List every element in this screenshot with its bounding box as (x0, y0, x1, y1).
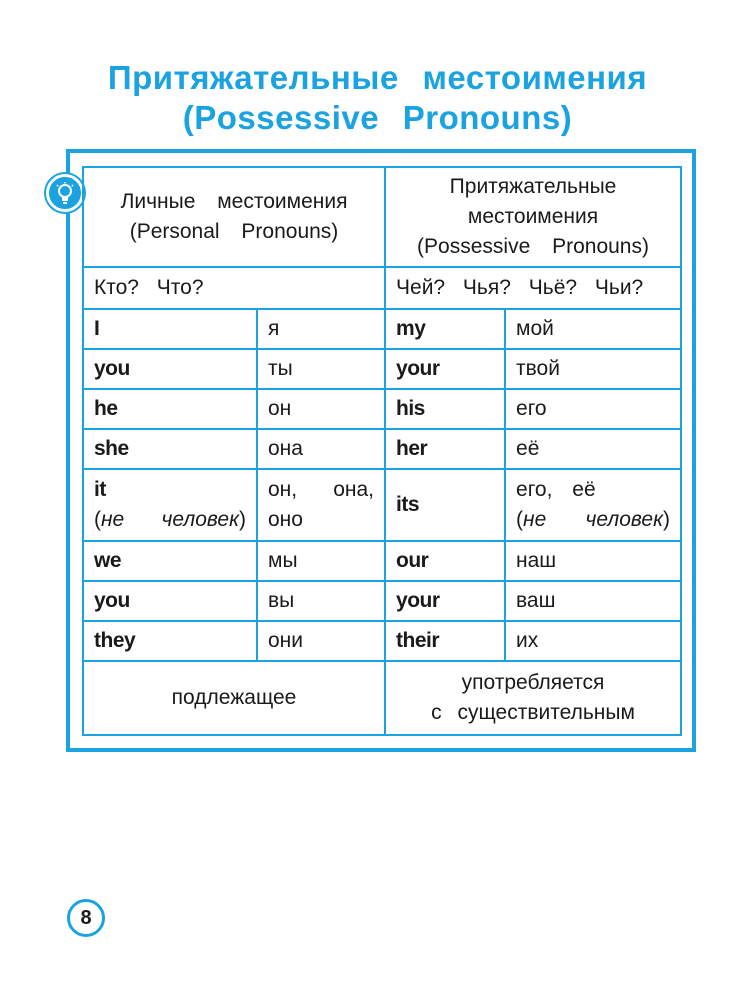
header-row (83, 167, 681, 267)
header-possessive-ru-1: Притяжательные (449, 175, 617, 198)
questions-row (83, 267, 681, 309)
translation-part: её (572, 478, 596, 501)
possessive-pronoun: its (385, 469, 505, 541)
translation-part: он, (268, 478, 298, 501)
possessive-translation: мой (505, 309, 681, 349)
personal-note (94, 505, 246, 535)
table-row (83, 309, 681, 349)
note-text-a: не (101, 508, 125, 531)
header-possessive-ru-2: местоимения (467, 205, 599, 228)
note-close: ) (239, 508, 246, 531)
questions-personal: Кто? Что? (83, 267, 385, 309)
personal-pronoun: she (83, 429, 257, 469)
note-text-b: человек (161, 508, 239, 531)
header-possessive (385, 167, 681, 267)
personal-translation: ты (257, 349, 385, 389)
personal-translation: вы (257, 581, 385, 621)
personal-translation: они (257, 621, 385, 661)
table-row (83, 581, 681, 621)
header-personal (83, 167, 385, 267)
possessive-pronoun: my (385, 309, 505, 349)
translation-part: она, (333, 478, 375, 501)
title-line-2: (Possessive Pronouns) (182, 99, 573, 136)
possessive-pronoun: your (385, 349, 505, 389)
personal-translation: мы (257, 541, 385, 581)
table-row (83, 541, 681, 581)
title-line-1: Притяжательные местоимения (107, 59, 648, 96)
page-number: 8 (67, 899, 105, 937)
translation-part: его, (516, 478, 553, 501)
pronouns-table (82, 166, 682, 736)
personal-pronoun: they (83, 621, 257, 661)
note-open: ( (94, 508, 101, 531)
personal-pronoun: I (83, 309, 257, 349)
lightbulb-icon (46, 174, 84, 212)
possessive-pronoun: their (385, 621, 505, 661)
note-close: ) (663, 508, 671, 531)
possessive-note: (не человек) (516, 508, 671, 531)
table-row (83, 349, 681, 389)
personal-pronoun-it (83, 469, 257, 541)
personal-pronoun: you (83, 581, 257, 621)
table-row (83, 469, 681, 541)
personal-translation: она (257, 429, 385, 469)
footer-row (83, 661, 681, 735)
possessive-translation: твой (505, 349, 681, 389)
table-row (83, 621, 681, 661)
possessive-translation: наш (505, 541, 681, 581)
possessive-translation-its (505, 469, 681, 541)
possessive-translation: ваш (505, 581, 681, 621)
personal-translation-it (257, 469, 385, 541)
possessive-pronoun: his (385, 389, 505, 429)
footer-possessive-line-2: с существительным (431, 701, 635, 724)
page-title (0, 58, 755, 138)
personal-pronoun: it (94, 478, 106, 501)
possessive-translation: её (505, 429, 681, 469)
possessive-translation: их (505, 621, 681, 661)
personal-translation: он (257, 389, 385, 429)
header-personal-ru: Личные местоимения (120, 190, 348, 213)
footer-possessive (385, 661, 681, 735)
possessive-pronoun: your (385, 581, 505, 621)
table-row (83, 429, 681, 469)
questions-possessive: Чей? Чья? Чьё? Чьи? (385, 267, 681, 309)
note-open: ( (516, 508, 524, 531)
translation-part: оно (268, 508, 303, 531)
possessive-pronoun: her (385, 429, 505, 469)
personal-pronoun: he (83, 389, 257, 429)
possessive-pronoun: our (385, 541, 505, 581)
personal-pronoun: you (83, 349, 257, 389)
personal-translation: я (257, 309, 385, 349)
header-personal-en: (Personal Pronouns) (129, 220, 339, 243)
footer-possessive-line-1: употребляется (461, 671, 605, 694)
footer-personal: подлежащее (83, 661, 385, 735)
possessive-translation: его (505, 389, 681, 429)
personal-pronoun: we (83, 541, 257, 581)
table-row (83, 389, 681, 429)
header-possessive-en: (Possessive Pronouns) (417, 235, 649, 258)
